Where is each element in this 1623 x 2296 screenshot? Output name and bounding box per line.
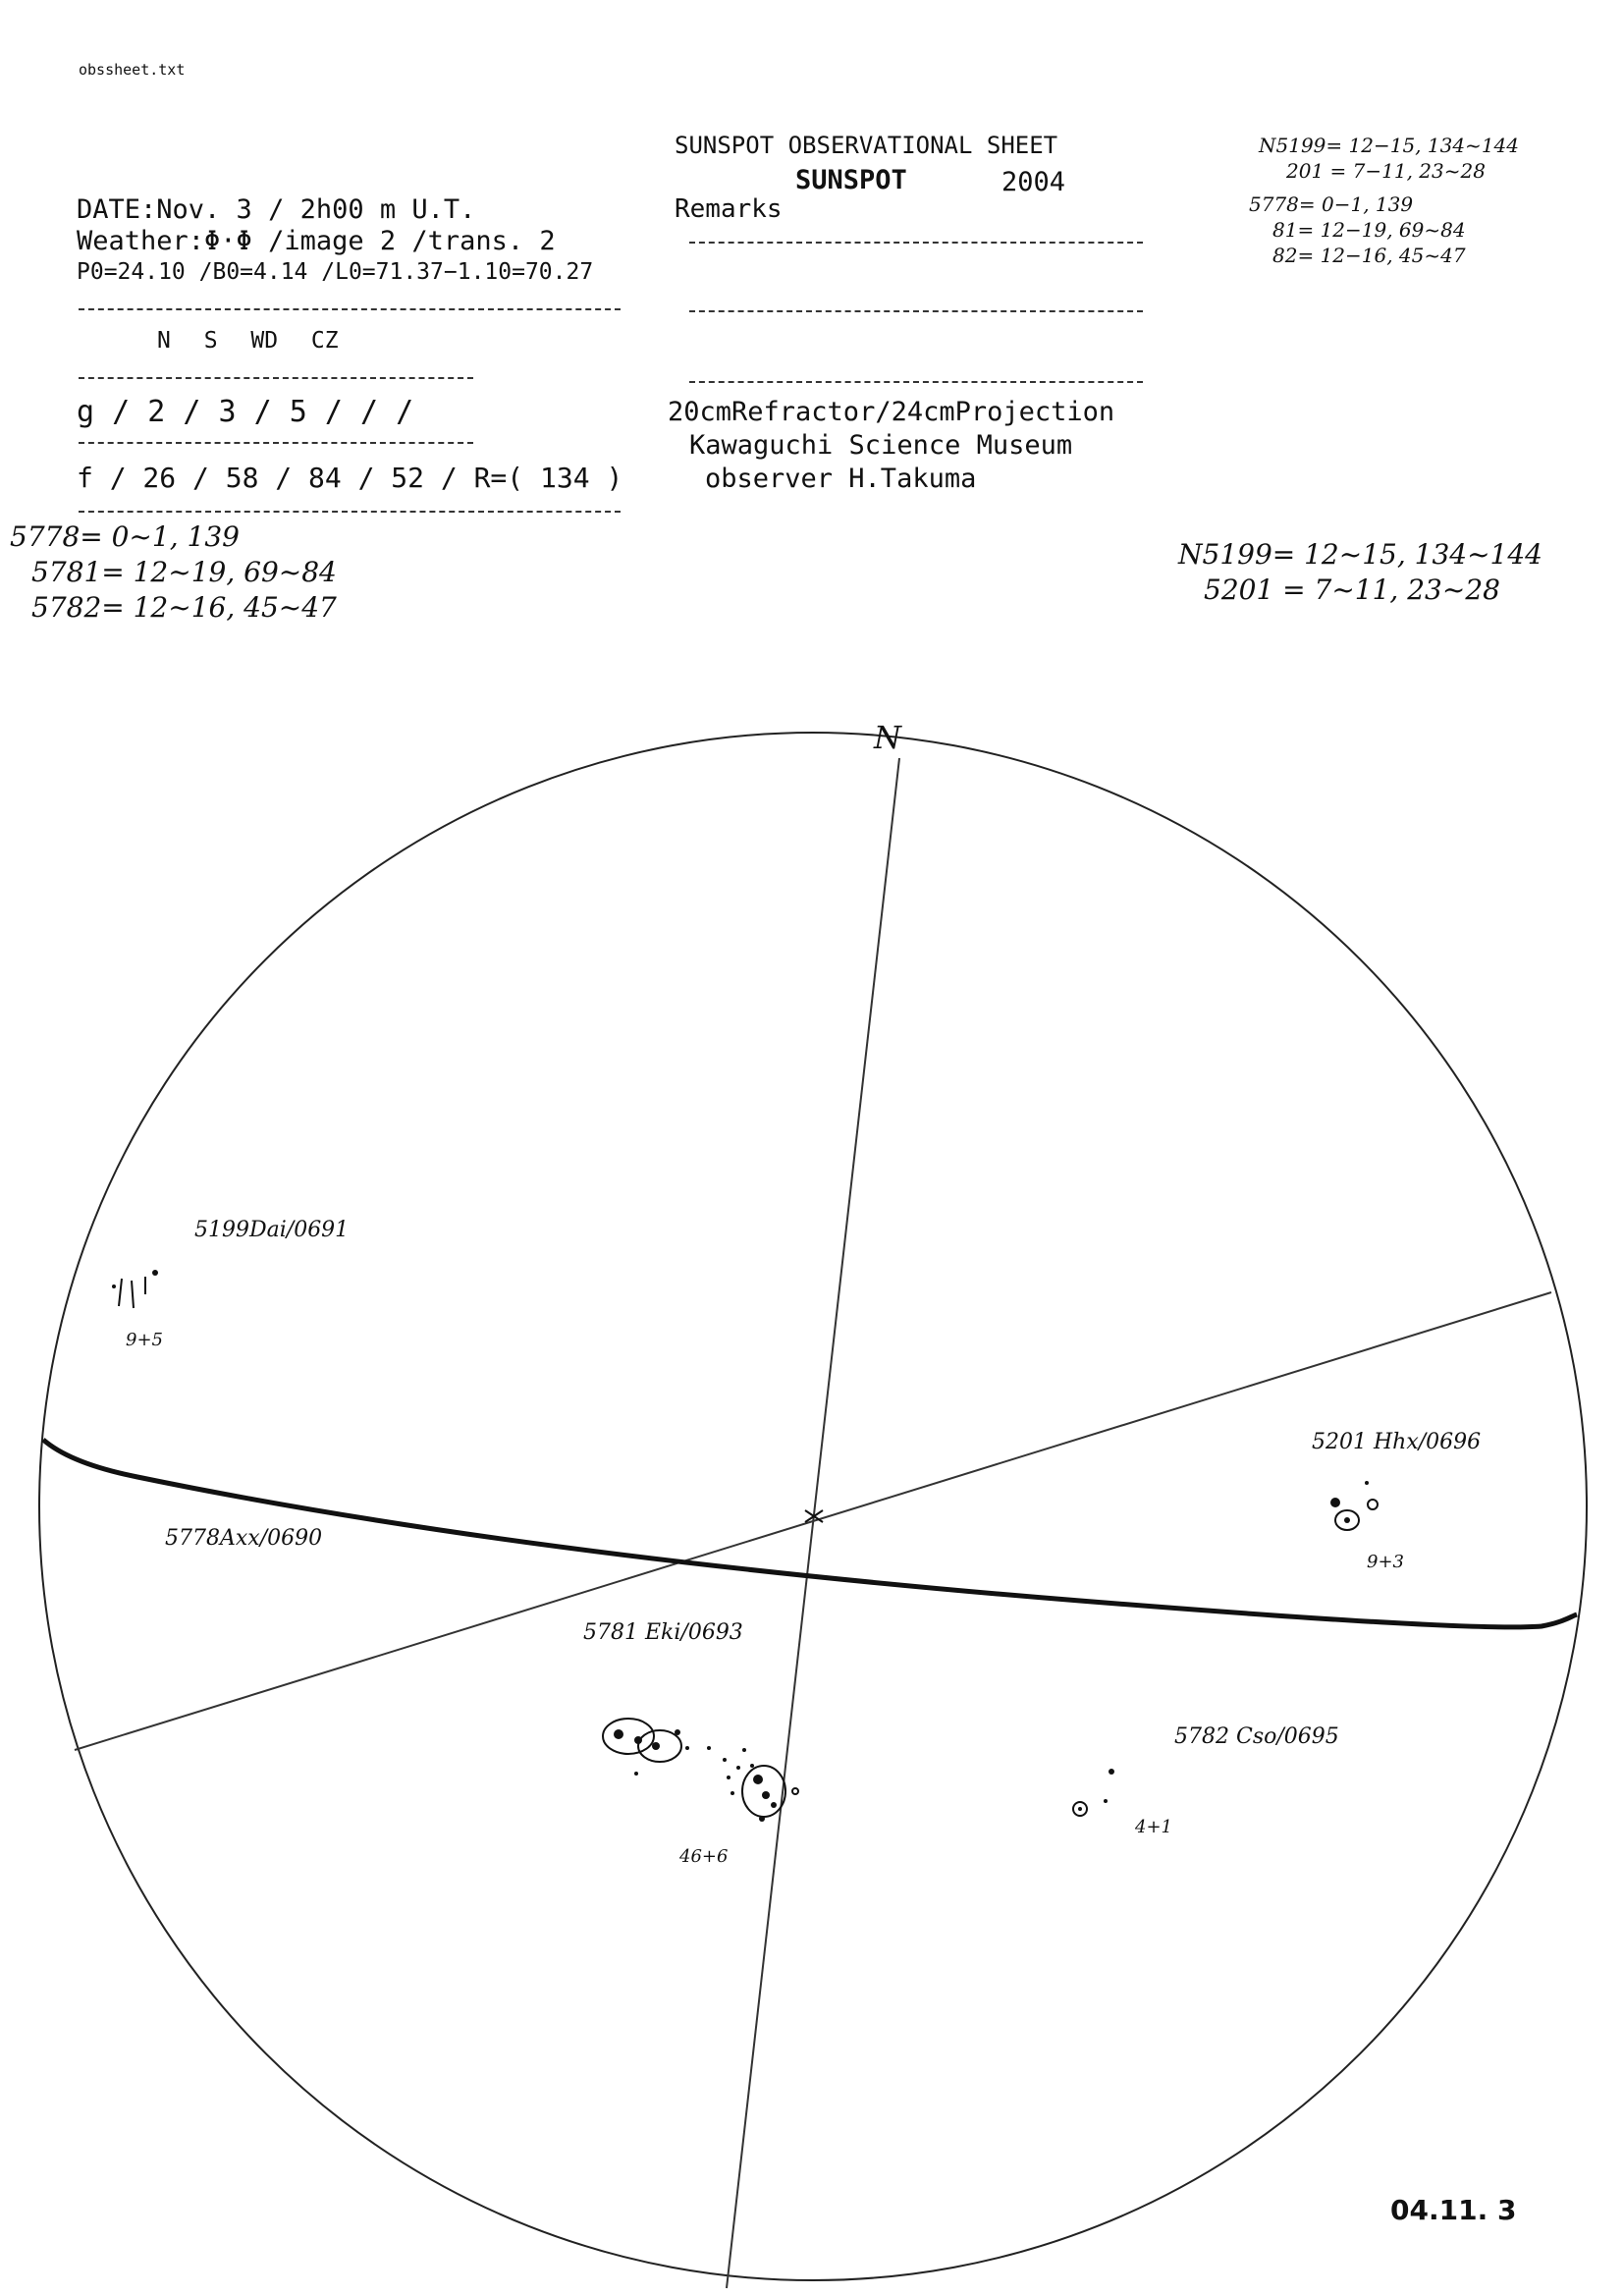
spot-count-label: 46+6	[679, 1846, 729, 1867]
spot-group-label: 5778Axx/0690	[165, 1526, 323, 1551]
weather-line: Weather:Φ·Φ /image 2 /trans. 2	[77, 226, 556, 256]
spot-group-5782	[1073, 1769, 1114, 1816]
spot-group-5201	[1330, 1481, 1378, 1530]
sheet-title: SUNSPOT OBSERVATIONAL SHEET	[675, 132, 1058, 159]
spot-group-label: 5782 Cso/0695	[1174, 1724, 1339, 1749]
spot-count-label: 4+1	[1135, 1817, 1172, 1837]
spot-group-label: 5199Dai/0691	[194, 1218, 350, 1242]
observer-line: observer H.Takuma	[705, 464, 977, 494]
left-note: 5781= 12~19, 69~84	[31, 556, 337, 588]
solar-disk-outline	[39, 733, 1587, 2280]
top-right-note: 81= 12−19, 69~84	[1272, 218, 1466, 242]
g-line: g / 2 / 3 / 5 / / /	[77, 395, 414, 429]
params-line: P0=24.10 /B0=4.14 /L0=71.37−1.10=70.27	[77, 259, 594, 285]
spot-group-5781	[603, 1719, 798, 1822]
top-right-note: 82= 12−16, 45~47	[1272, 244, 1466, 267]
ew-axis-line	[75, 1292, 1551, 1750]
spot-group-5199	[112, 1270, 158, 1308]
spot-count-label: 9+3	[1367, 1552, 1404, 1572]
sheet-year: 2004	[1001, 167, 1066, 197]
date-line: DATE:Nov. 3 / 2h00 m U.T.	[77, 194, 476, 225]
top-right-note: 201 = 7−11, 23~28	[1286, 159, 1486, 183]
sheet-subtitle: SUNSPOT	[795, 165, 907, 195]
instrument-line: 20cmRefractor/24cmProjection	[668, 397, 1115, 427]
left-note: 5778= 0~1, 139	[10, 520, 240, 553]
right-note: 5201 = 7~11, 23~28	[1204, 574, 1500, 606]
top-right-note: 5778= 0−1, 139	[1249, 192, 1414, 216]
top-right-note: N5199= 12−15, 134~144	[1259, 134, 1519, 157]
spot-count-label: 9+5	[126, 1330, 163, 1350]
remarks-label: Remarks	[675, 194, 783, 224]
left-note: 5782= 12~16, 45~47	[31, 591, 337, 624]
columns-header: N S WD CZ	[157, 328, 339, 354]
ns-axis-line	[727, 758, 899, 2288]
right-note: N5199= 12~15, 134~144	[1178, 538, 1542, 571]
date-stamp: 04.11. 3	[1390, 2194, 1517, 2226]
north-mark: N	[874, 719, 901, 756]
filename-label: obssheet.txt	[79, 61, 186, 79]
spot-group-label: 5781 Eki/0693	[583, 1620, 743, 1645]
f-line: f / 26 / 58 / 84 / 52 / R=( 134 )	[77, 462, 623, 494]
location-line: Kawaguchi Science Museum	[689, 430, 1073, 461]
spot-group-label: 5201 Hhx/0696	[1312, 1430, 1482, 1454]
